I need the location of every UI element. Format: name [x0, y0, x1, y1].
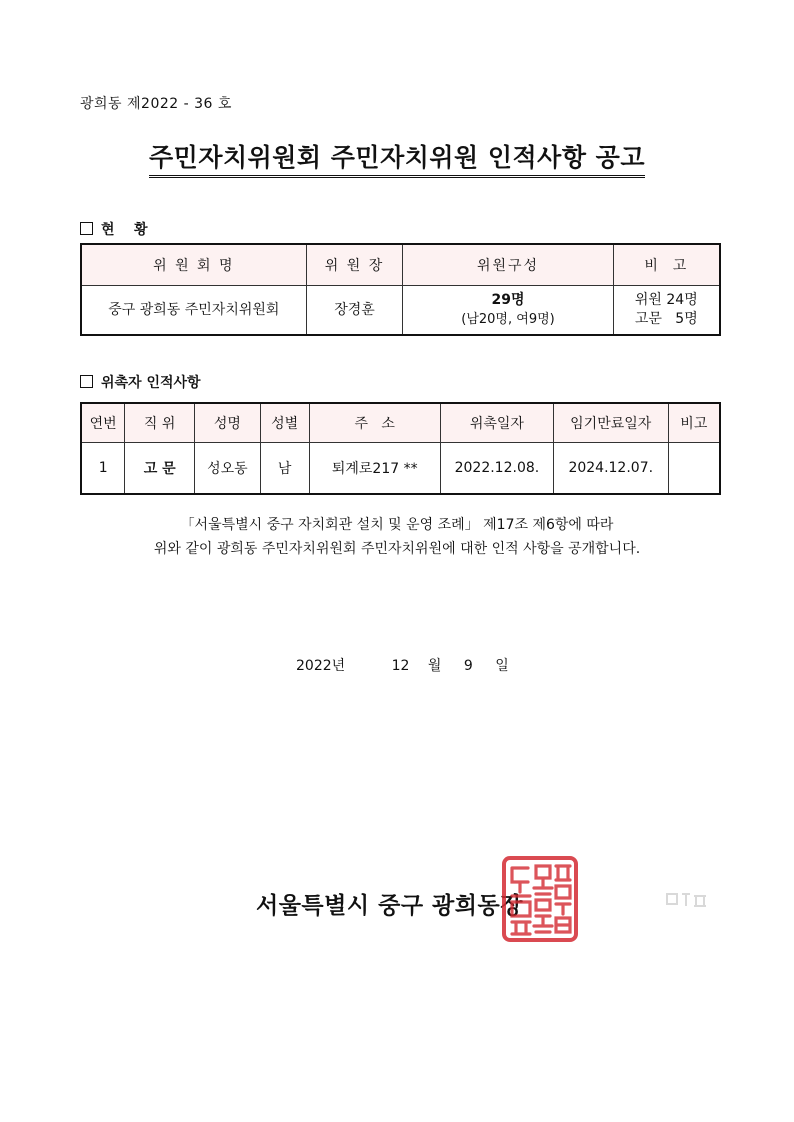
status-table-header: [81, 244, 720, 286]
number-cell: 1: [81, 443, 125, 495]
notice-date: [296, 655, 509, 675]
document-number: 광희동 제2022 - 36 호: [80, 96, 232, 112]
date-day-label: 일: [495, 658, 509, 674]
faint-stamp-mark-icon: [664, 890, 710, 910]
official-seal-icon: [502, 856, 578, 942]
date-month-label: 월: [427, 658, 442, 674]
signer-title: 서울특별시 중구 광희동장: [256, 893, 523, 919]
section-appointee-label: [80, 372, 201, 392]
composition-cell: [403, 286, 613, 336]
position-cell: 고 문: [125, 443, 195, 495]
header-gender: 성별: [260, 403, 309, 443]
note-members: 위원 24명: [634, 292, 698, 308]
header-number: 연번: [81, 403, 125, 443]
notice-paragraph-line1: 「서울특별시 중구 자치회관 설치 및 운영 조례」 제17조 제6항에 따라: [180, 517, 614, 533]
header-position: 직 위: [125, 403, 195, 443]
header-name: 성명: [195, 403, 261, 443]
header-note: 비 고: [613, 244, 720, 286]
status-table: [80, 243, 721, 336]
composition-detail: (남20명, 여9명): [461, 312, 555, 327]
header-composition: 위원구성: [403, 244, 613, 286]
date-day-number: 9: [463, 658, 473, 674]
remarks-cell: [668, 443, 720, 495]
notice-paragraph-line2: 위와 같이 광희동 주민자치위원회 주민자치위원에 대한 인적 사항을 공개합니다.: [153, 541, 641, 557]
status-table-row: [81, 286, 720, 336]
header-term-end-date: 임기만료일자: [553, 403, 668, 443]
gender-cell: 남: [260, 443, 309, 495]
appointee-table: [80, 402, 721, 495]
section-status-text: 현 황: [101, 222, 148, 238]
header-committee-name: 위 원 회 명: [81, 244, 306, 286]
committee-name-cell: 중구 광희동 주민자치위원회: [81, 286, 306, 336]
chair-cell: 장경훈: [306, 286, 403, 336]
name-cell: 성오동: [195, 443, 261, 495]
note-cell: [613, 286, 720, 336]
header-appointed-date: 위촉일자: [440, 403, 553, 443]
appointed-date-cell: 2022.12.08.: [440, 443, 553, 495]
header-address: 주 소: [309, 403, 440, 443]
table-row: [81, 443, 720, 495]
checkbox-square-icon: [80, 222, 93, 235]
title-text: 주민자치위원회 주민자치위원 인적사항 공고: [149, 143, 645, 178]
header-chair: 위 원 장: [306, 244, 403, 286]
page-title: [0, 143, 794, 178]
checkbox-square-icon: [80, 375, 93, 388]
date-year: 2022년: [296, 658, 346, 674]
date-month-number: 12: [391, 658, 410, 674]
appointee-table-header: [81, 403, 720, 443]
header-remarks: 비고: [668, 403, 720, 443]
note-advisors: 고문 5명: [634, 311, 698, 327]
address-cell: 퇴계로217 **: [309, 443, 440, 495]
term-end-date-cell: 2024.12.07.: [553, 443, 668, 495]
section-status-label: [80, 219, 148, 239]
section-appointee-text: 위촉자 인적사항: [101, 375, 201, 391]
composition-total: 29명: [491, 292, 525, 308]
